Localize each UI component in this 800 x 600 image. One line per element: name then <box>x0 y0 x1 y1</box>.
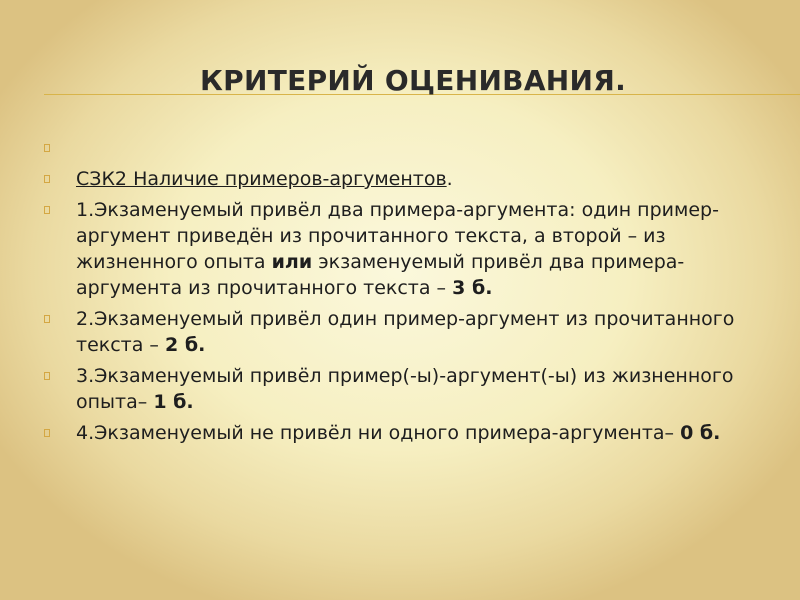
criterion-code: СЗК2 Наличие примеров-аргументов <box>76 168 447 190</box>
score-1-text: 3.Экзаменуемый привёл пример(-ы)-аргумент(-ы) из жизненного опыта– <box>76 365 734 413</box>
bullet-icon <box>44 175 50 183</box>
slide-title: КРИТЕРИЙ ОЦЕНИВАНИЯ. <box>200 64 627 97</box>
score-2-text: 2.Экзаменуемый привёл один пример-аргумент из прочитанного текста – <box>76 308 735 356</box>
score-3-value: 3 б. <box>452 277 493 299</box>
score-3-text-part2: экзаменуемый привёл два примера-аргумента из прочитанного текста – <box>76 251 685 299</box>
bullet-icon <box>44 315 50 323</box>
list-item-score-2 <box>44 306 749 358</box>
criteria-list <box>44 135 749 451</box>
bullet-icon <box>44 429 50 437</box>
list-item-empty <box>44 135 749 161</box>
criterion-code-suffix: . <box>446 168 453 190</box>
score-0-value: 0 б. <box>680 422 721 444</box>
list-item-score-0 <box>44 420 749 446</box>
bullet-icon <box>44 144 50 152</box>
score-3-text-part1: 1.Экзаменуемый привёл два примера-аргумента: один пример-аргумент приведён из прочитанного текста, а второй – из жизненного опыта <box>76 199 719 273</box>
score-2-value: 2 б. <box>164 334 206 356</box>
score-1-value: 1 б. <box>153 391 194 413</box>
list-item-score-3 <box>44 197 749 301</box>
list-item-criterion-heading <box>44 166 749 192</box>
score-0-text: 4.Экзаменуемый не привёл ни одного примера-аргумента– <box>76 422 681 444</box>
bullet-icon <box>44 206 50 214</box>
score-3-bold-or: или <box>271 251 313 273</box>
list-item-score-1 <box>44 363 749 415</box>
bullet-icon <box>44 372 50 380</box>
